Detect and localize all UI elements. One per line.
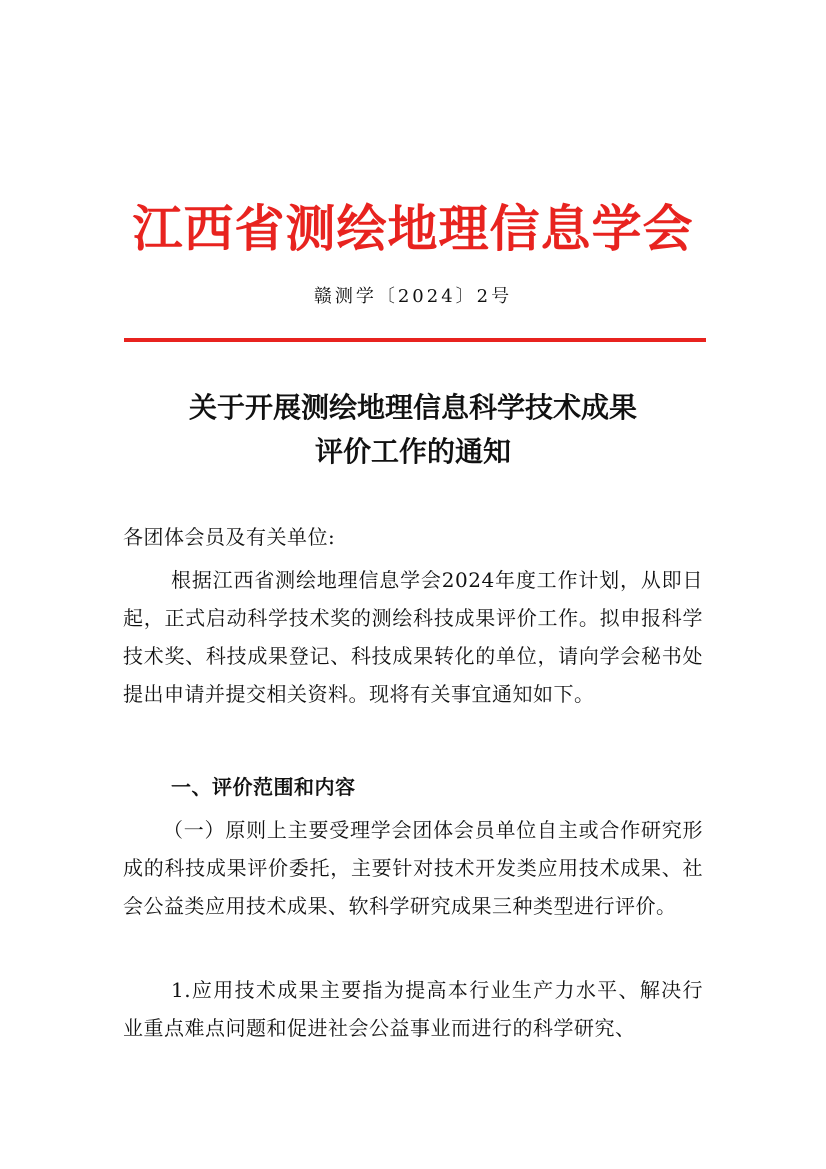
organization-title: 江西省测绘地理信息学会 (132, 200, 694, 258)
section-heading-1: 一、评价范围和内容 (171, 775, 356, 799)
document-title-line-2: 评价工作的通知 (314, 435, 511, 468)
salutation: 各团体会员及有关单位: (123, 525, 336, 549)
document-title (0, 386, 826, 474)
paragraph-applied-tech: 1.应用技术成果主要指为提高本行业生产力水平、解决行业重点难点问题和促进社会公益事业而进行的科学研究、 (123, 978, 703, 1040)
document-number: 赣测学〔2024〕2号 (313, 286, 513, 307)
document-title-line-1: 关于开展测绘地理信息科学技术成果 (188, 391, 637, 424)
red-divider (124, 338, 706, 342)
paragraph-intro: 根据江西省测绘地理信息学会2024年度工作计划，从即日起，正式启动科学技术奖的测绘科技成果评价工作。拟申报科学技术奖、科技成果登记、科技成果转化的单位，请向学会秘书处提出申请并提交相关资料。现将有关事宜通知如下。 (123, 568, 703, 706)
paragraph-scope: （一）原则上主要受理学会团体会员单位自主或合作研究形成的科技成果评价委托，主要针对技术开发类应用技术成果、社会公益类应用技术成果、软科学研究成果三种类型进行评价。 (123, 818, 703, 918)
